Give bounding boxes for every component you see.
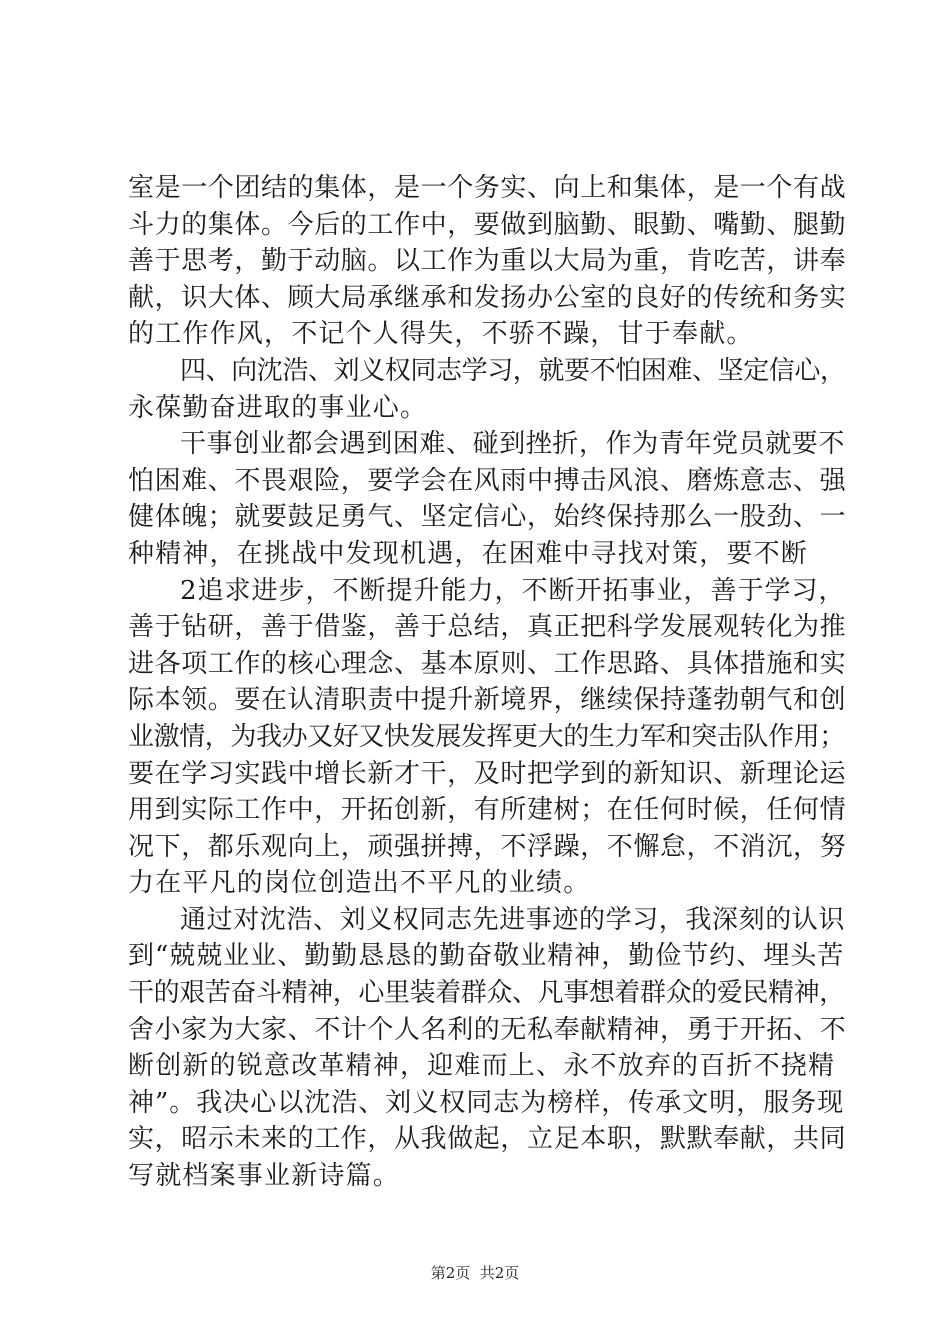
text-line: 健体魄；就要鼓足勇气、坚定信心，始终保持那么一股劲、一: [128, 502, 847, 533]
text-line: 断创新的锐意改革精神，迎难而上、永不放弃的百折不挠精: [128, 1051, 836, 1082]
text-line: 怕困难、不畏艰险，要学会在风雨中搏击风浪、磨炼意志、强: [128, 465, 847, 496]
body-text: [128, 170, 848, 1195]
text-line: 际本领。要在认清职责中提升新境界，继续保持蓬勃朝气和创: [128, 685, 847, 716]
text-line: 2追求进步，不断提升能力，不断开拓事业，善于学习，: [180, 575, 846, 606]
text-line: 斗力的集体。今后的工作中，要做到脑勤、眼勤、嘴勤、腿勤: [128, 209, 847, 240]
text-line: 实，昭示未来的工作，从我做起，立足本职，默默奉献，共同: [128, 1124, 847, 1155]
text-line: 种精神，在挑战中发现机遇，在困难中寻找对策，要不断: [128, 538, 809, 569]
text-line: 进各项工作的核心理念、基本原则、工作思路、具体措施和实: [128, 648, 847, 679]
text-line: 写就档案事业新诗篇。: [128, 1161, 401, 1192]
text-line: 神”。我决心以沈浩、刘义权同志为榜样，传承文明，服务现: [128, 1087, 845, 1118]
text-line: 要在学习实践中增长新才干，及时把学到的新知识、新理论运: [128, 758, 847, 789]
text-line: 业激情，为我办又好又快发展发挥更大的生力军和突击队作用；: [128, 721, 845, 752]
text-line: 永葆勤奋进取的事业心。: [128, 392, 428, 423]
text-line: 四、向沈浩、刘义权同志学习，就要不怕困难、坚定信心，: [180, 355, 846, 386]
text-line: 善于钻研，善于借鉴，善于总结，真正把科学发展观转化为推: [128, 612, 847, 643]
text-line: 用到实际工作中，开拓创新，有所建树；在任何时候，任何情: [128, 795, 847, 826]
text-line: 力在平凡的岗位创造出不平凡的业绩。: [128, 868, 591, 899]
text-line: 室是一个团结的集体，是一个务实、向上和集体，是一个有战: [128, 173, 847, 203]
text-line: 干事创业都会遇到困难、碰到挫折，作为青年党员就要不: [180, 429, 846, 460]
text-line: 通过对沈浩、刘义权同志先进事迹的学习，我深刻的认识: [180, 904, 846, 935]
text-line: 的工作作风，不记个人得失，不骄不躁，甘于奉献。: [128, 319, 754, 350]
text-line: 干的艰苦奋斗精神，心里装着群众、凡事想着群众的爱民精神，: [128, 978, 845, 1009]
text-line: 舍小家为大家、不计个人名利的无私奉献精神，勇于开拓、不: [128, 1014, 847, 1045]
text-line: 善于思考，勤于动脑。以工作为重以大局为重，肯吃苦，讲奉: [128, 246, 847, 277]
page-footer: 第2页 共2页: [430, 1264, 520, 1282]
text-line: 到“兢兢业业、勤勤恳恳的勤奋敬业精神，勤俭节约、埋头苦: [128, 941, 845, 972]
text-line: 况下，都乐观向上，顽强拼搏，不浮躁，不懈怠，不消沉，努: [128, 831, 847, 862]
text-line: 献，识大体、顾大局承继承和发扬办公室的良好的传统和务实: [128, 282, 847, 313]
